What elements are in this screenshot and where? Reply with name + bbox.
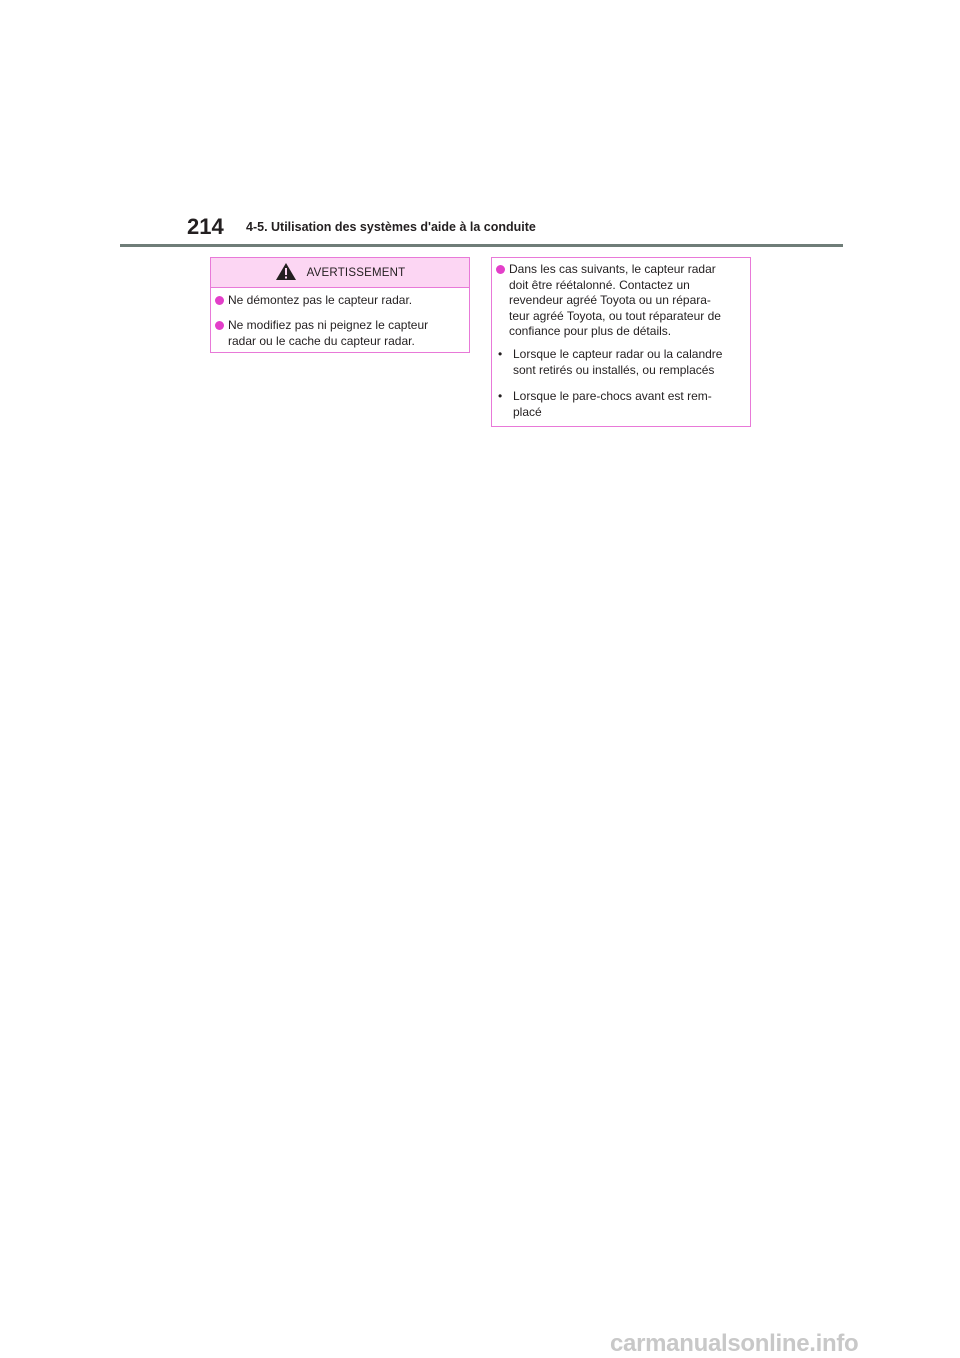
warning-item xyxy=(215,318,465,350)
warning-box xyxy=(210,257,470,353)
warning-title: AVERTISSEMENT xyxy=(306,266,406,279)
watermark-logo: carmanualsonline.info xyxy=(610,1330,859,1357)
warning-item-text: Ne démontez pas le capteur radar. xyxy=(228,293,413,307)
sub-bullet-icon: • xyxy=(498,347,503,361)
info-intro xyxy=(496,262,746,342)
warning-item-text: Ne modifiez pas ni peignez le capteur radar ou le cache du capteur radar. xyxy=(228,318,429,348)
bullet-dot-icon xyxy=(215,321,224,330)
page-number: 214 xyxy=(187,214,224,239)
case-item-text: Lorsque le pare-chocs avant est rem- placé xyxy=(513,389,712,419)
header-divider xyxy=(120,244,843,247)
bullet-dot-icon xyxy=(496,265,505,274)
case-item xyxy=(498,389,748,421)
info-intro-text: Dans les cas suivants, le capteur radar doit être réétalonné. Contactez un revendeur agréé Toyota ou un répara- teur agréé Toyota, ou tout réparateur de confiance pour plus de détails. xyxy=(509,262,721,338)
sub-bullet-icon: • xyxy=(498,389,503,403)
warning-item xyxy=(215,293,465,309)
bullet-dot-icon xyxy=(215,296,224,305)
info-box xyxy=(491,257,751,427)
case-item xyxy=(498,347,748,379)
section-title: 4-5. Utilisation des systèmes d'aide à la conduite xyxy=(246,220,536,234)
warning-triangle-icon xyxy=(275,262,297,281)
case-item-text: Lorsque le capteur radar ou la calandre sont retirés ou installés, ou remplacés xyxy=(513,347,723,377)
warning-header xyxy=(211,258,469,288)
